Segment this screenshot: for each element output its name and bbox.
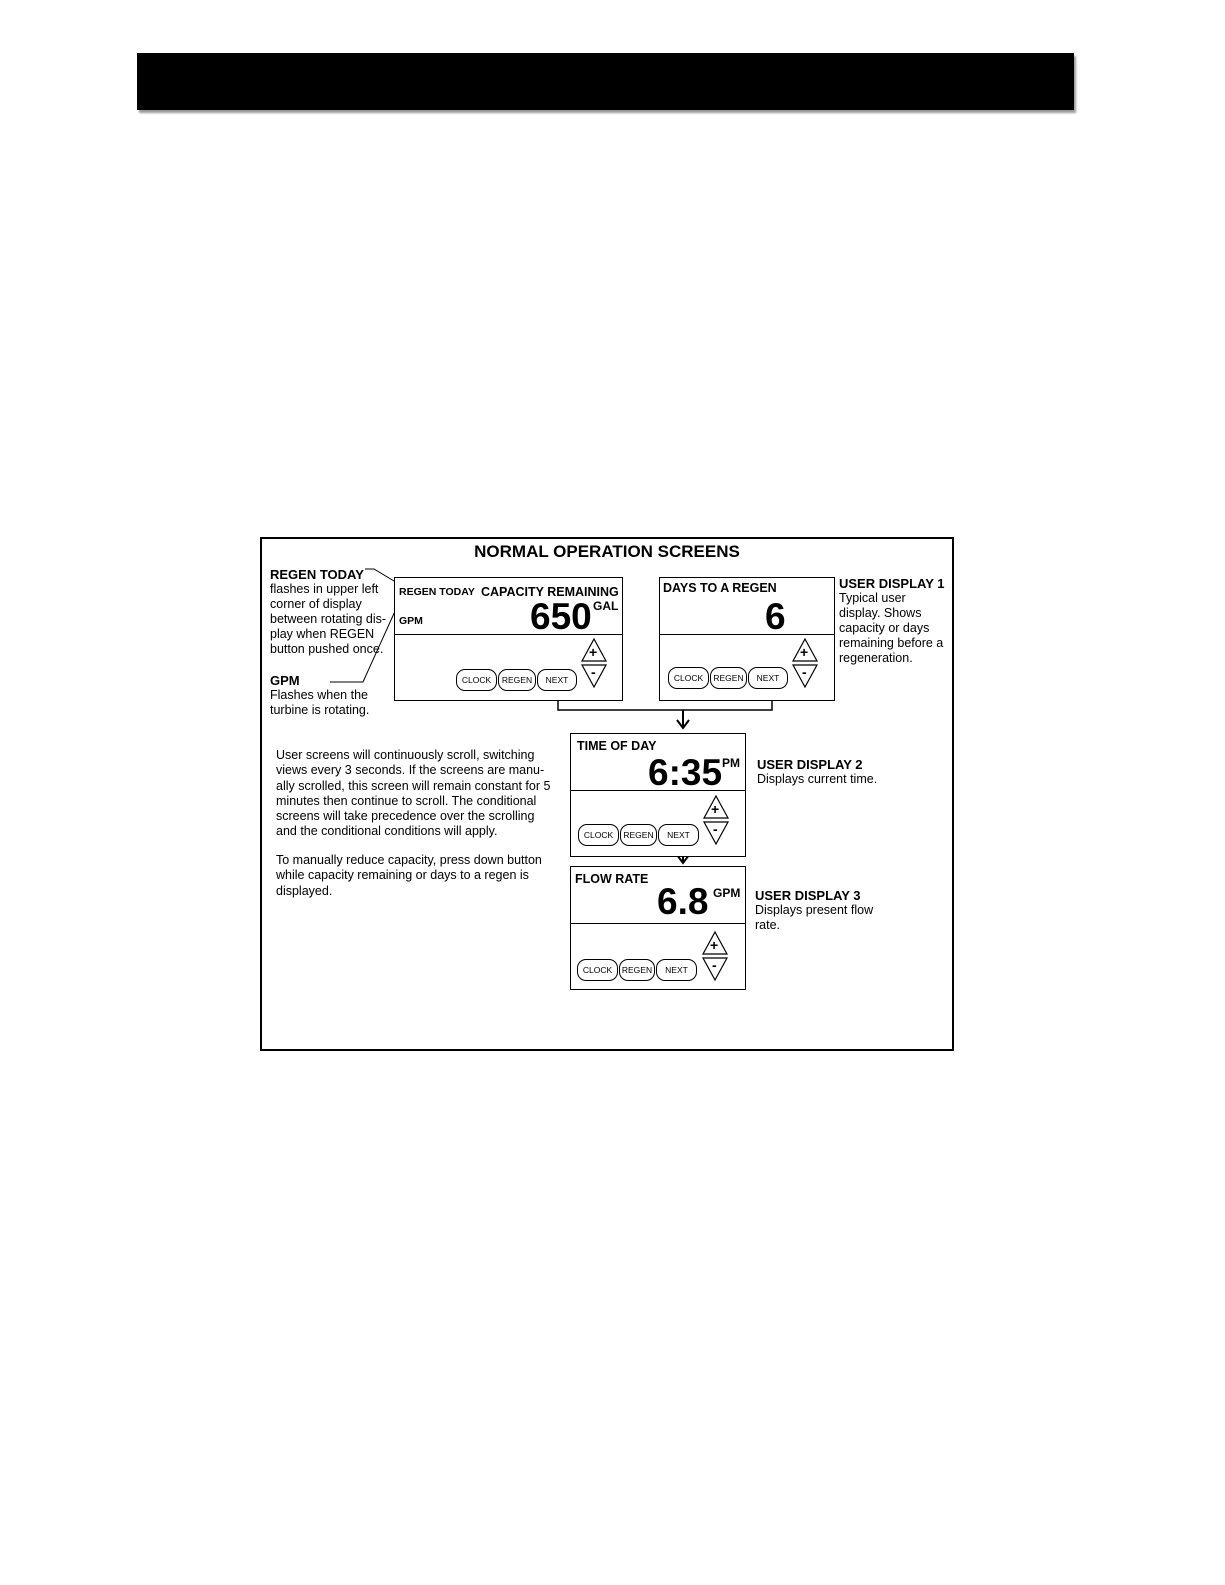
annotation-line: regeneration. xyxy=(839,651,913,665)
annotation-line: capacity or days xyxy=(839,621,930,635)
annotation-line: corner of display xyxy=(270,597,362,611)
reduce-capacity-paragraph: To manually reduce capacity, press down button while capacity remaining or days to a regen is displayed. xyxy=(276,853,542,898)
capacity-unit: GAL xyxy=(593,599,619,613)
header-bar xyxy=(137,53,1074,110)
plus-label: + xyxy=(711,801,720,817)
annotation-line: between rotating dis- xyxy=(270,612,387,626)
annotation-line: Displays present flow xyxy=(755,903,874,917)
time-label: TIME OF DAY xyxy=(577,739,657,753)
plus-label: + xyxy=(800,644,809,660)
regen-button[interactable]: REGEN xyxy=(498,669,536,691)
next-button[interactable]: NEXT xyxy=(656,959,697,981)
diagram-title: NORMAL OPERATION SCREENS xyxy=(474,542,740,561)
annotation-line: turbine is rotating. xyxy=(270,703,370,717)
lcd-display xyxy=(395,578,622,635)
next-button[interactable]: NEXT xyxy=(658,824,699,846)
regen-button[interactable]: REGEN xyxy=(619,959,655,981)
annotation-user-display-3 xyxy=(755,888,873,933)
time-screen xyxy=(570,733,746,857)
next-button[interactable]: NEXT xyxy=(748,667,788,689)
up-button[interactable] xyxy=(702,931,728,955)
annotation-line: Typical user xyxy=(839,591,906,605)
regen-today-flag: REGEN TODAY xyxy=(399,586,475,598)
scroll-paragraph: User screens will continuously scroll, switching views every 3 seconds. If the screens are manu-ally scrolled, this screen will remain constant for 5 minutes then continue to scroll. The conditional screens will take precedence over the scrolling and the conditional conditions will apply. xyxy=(276,748,551,839)
plus-label: + xyxy=(710,937,719,953)
annotation-heading: USER DISPLAY 1 xyxy=(839,576,945,591)
annotation-line: display. Shows xyxy=(839,606,922,620)
days-value: 6 xyxy=(765,596,786,637)
clock-button[interactable]: CLOCK xyxy=(577,959,618,981)
down-button[interactable] xyxy=(703,821,729,845)
minus-label: - xyxy=(802,664,807,680)
days-screen xyxy=(659,577,835,701)
up-button[interactable] xyxy=(703,795,729,819)
clock-button[interactable]: CLOCK xyxy=(668,667,709,689)
days-label: DAYS TO A REGEN xyxy=(663,581,777,595)
minus-label: - xyxy=(712,957,717,973)
lcd-display xyxy=(571,867,745,924)
up-button[interactable] xyxy=(792,638,818,662)
minus-label: - xyxy=(591,664,596,680)
annotation-heading: USER DISPLAY 2 xyxy=(757,757,863,772)
annotation-line: Displays current time. xyxy=(757,772,878,786)
next-button[interactable]: NEXT xyxy=(537,669,577,691)
capacity-label: CAPACITY REMAINING xyxy=(481,585,619,599)
annotation-heading: GPM xyxy=(270,673,300,688)
down-button[interactable] xyxy=(702,957,728,981)
clock-button[interactable]: CLOCK xyxy=(456,669,497,691)
flow-value: 6.8 xyxy=(657,881,709,922)
annotation-user-display-1 xyxy=(839,576,945,666)
annotation-line: remaining before a xyxy=(839,636,944,650)
annotation-regen-today xyxy=(270,567,386,657)
annotation-heading: REGEN TODAY xyxy=(270,567,364,582)
flow-screen xyxy=(570,866,746,990)
up-button[interactable] xyxy=(581,638,607,662)
down-button[interactable] xyxy=(581,664,607,688)
time-value: 6:35 xyxy=(648,752,723,793)
annotation-gpm xyxy=(270,673,369,718)
time-unit: PM xyxy=(722,756,740,770)
capacity-screen xyxy=(394,577,623,701)
diagram-frame xyxy=(260,537,954,1051)
annotation-line: rate. xyxy=(755,918,781,932)
flow-label: FLOW RATE xyxy=(575,872,649,886)
lcd-display xyxy=(660,578,834,635)
clock-button[interactable]: CLOCK xyxy=(578,824,619,846)
annotation-line: button pushed once. xyxy=(270,642,384,656)
plus-label: + xyxy=(589,644,598,660)
annotation-line: play when REGEN xyxy=(270,627,375,641)
minus-label: - xyxy=(713,821,718,837)
gpm-flag: GPM xyxy=(399,615,423,627)
annotation-line: flashes in upper left xyxy=(270,582,379,596)
regen-button[interactable]: REGEN xyxy=(710,667,747,689)
regen-button[interactable]: REGEN xyxy=(620,824,657,846)
annotation-line: Flashes when the xyxy=(270,688,368,702)
annotation-heading: USER DISPLAY 3 xyxy=(755,888,861,903)
down-button[interactable] xyxy=(792,664,818,688)
lcd-display xyxy=(571,734,745,791)
capacity-value: 650 xyxy=(530,596,592,637)
annotation-user-display-2 xyxy=(757,757,877,787)
flow-unit: GPM xyxy=(713,886,741,900)
